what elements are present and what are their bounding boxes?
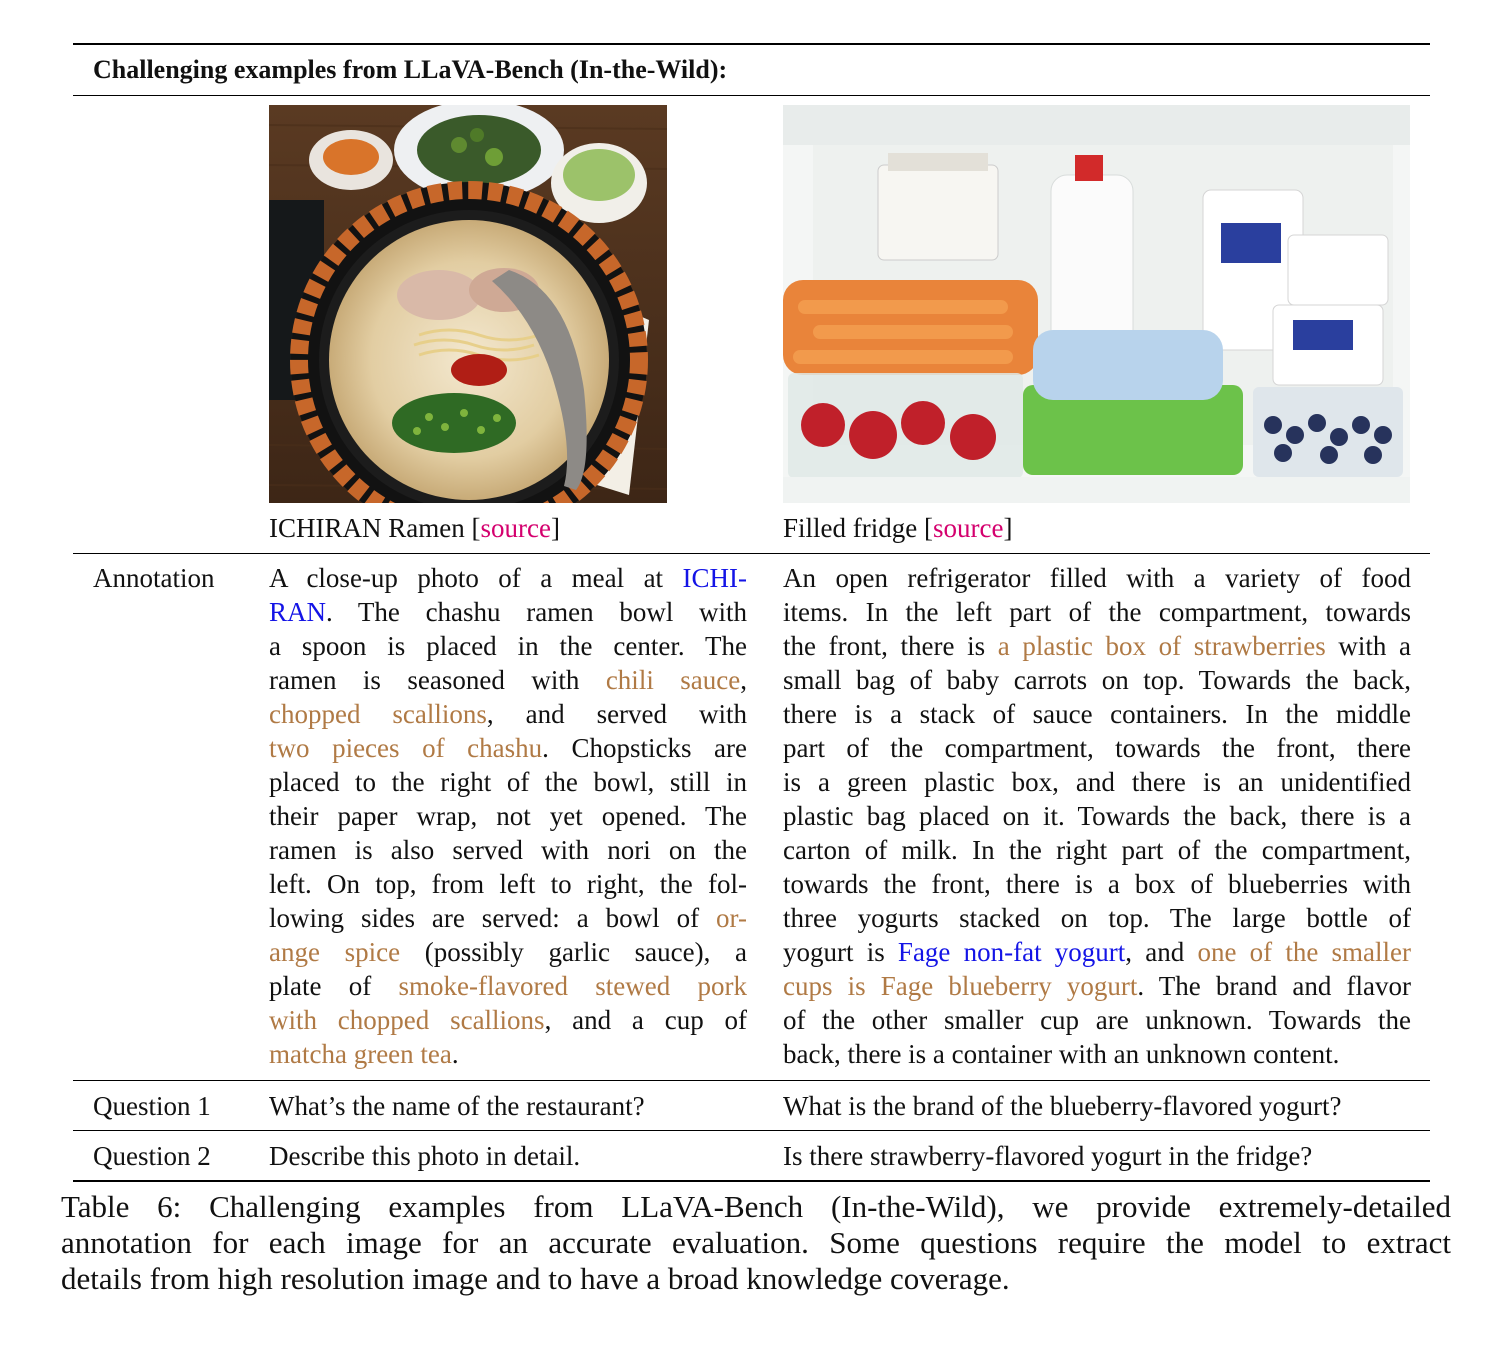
highlight-detail: chili sauce bbox=[605, 665, 741, 695]
annotation-top-rule bbox=[73, 553, 1430, 554]
annotation-text: there is a stack of sauce containers. In the middle bbox=[783, 699, 1411, 729]
ramen-photo bbox=[269, 105, 667, 503]
annotation-text: items. In the left part of the compartment, towards bbox=[783, 597, 1411, 627]
annotation-line bbox=[269, 1003, 747, 1037]
annotation-text: . bbox=[451, 1039, 459, 1069]
annotation-line bbox=[269, 935, 747, 969]
annotation-line bbox=[783, 663, 1411, 697]
annotation-text: of the other smaller cup are unknown. Towards the bbox=[783, 1005, 1411, 1035]
highlight-entity: RAN bbox=[269, 597, 327, 627]
annotation-line bbox=[269, 595, 747, 629]
annotation-line bbox=[269, 765, 747, 799]
annotation-line bbox=[783, 799, 1411, 833]
annotation-text: An open refrigerator filled with a variety of food bbox=[783, 563, 1411, 593]
highlight-entity: Fage non-fat yogurt bbox=[897, 937, 1126, 967]
annotation-line bbox=[783, 629, 1411, 663]
annotation-line bbox=[269, 663, 747, 697]
annotation-line bbox=[783, 731, 1411, 765]
annotation-line bbox=[269, 833, 747, 867]
annotation-text: with a bbox=[1325, 631, 1411, 661]
highlight-entity: ICHI- bbox=[682, 563, 747, 593]
table-caption bbox=[61, 1189, 1451, 1297]
annotation-text: towards the front, there is a box of blueberries with bbox=[783, 869, 1411, 899]
annotation-text: their paper wrap, not yet opened. The bbox=[269, 801, 747, 831]
annotation-text: small bag of baby carrots on top. Towards the back, bbox=[783, 665, 1411, 695]
annotation-line bbox=[269, 1037, 747, 1071]
annotation-text: , and a cup of bbox=[544, 1005, 747, 1035]
highlight-detail: smoke-flavored stewed pork bbox=[398, 971, 747, 1001]
annotation-right-paragraph bbox=[783, 561, 1411, 1071]
highlight-detail: a plastic box of strawberries bbox=[997, 631, 1326, 661]
annotation-text: back, there is a container with an unknown content. bbox=[783, 1039, 1340, 1069]
annotation-text: part of the compartment, towards the front, there bbox=[783, 733, 1411, 763]
annotation-line bbox=[783, 1003, 1411, 1037]
annotation-line bbox=[783, 867, 1411, 901]
table-top-rule bbox=[73, 43, 1430, 45]
table-caption-line: Table 6: Challenging examples from LLaVA-Bench (In-the-Wild), we provide extremely-detailed bbox=[61, 1189, 1451, 1224]
highlight-detail: chopped scallions bbox=[269, 699, 487, 729]
annotation-line bbox=[783, 833, 1411, 867]
annotation-text: . The brand and flavor bbox=[1137, 971, 1411, 1001]
annotation-line bbox=[269, 629, 747, 663]
highlight-detail: ange spice bbox=[269, 937, 401, 967]
table-header-title: Challenging examples from LLaVA-Bench (In-the-Wild): bbox=[93, 55, 728, 84]
annotation-text: ramen is also served with nori on the bbox=[269, 835, 747, 865]
highlight-detail: two pieces of chashu bbox=[269, 733, 543, 763]
annotation-line bbox=[269, 867, 747, 901]
annotation-text: carton of milk. In the right part of the compartment, bbox=[783, 835, 1411, 865]
fridge-caption-text: Filled fridge bbox=[783, 513, 918, 543]
annotation-text: A close-up photo of a meal at bbox=[269, 563, 683, 593]
annotation-text: lowing sides are served: a bowl of bbox=[269, 903, 717, 933]
left-question-1: What’s the name of the restaurant? bbox=[269, 1091, 645, 1121]
annotation-line bbox=[269, 799, 747, 833]
annotation-text: left. On top, from left to right, the fol- bbox=[269, 869, 747, 899]
annotation-text: , and served with bbox=[486, 699, 747, 729]
annotation-text: , and bbox=[1125, 937, 1198, 967]
annotation-line bbox=[783, 595, 1411, 629]
annotation-text: (possibly garlic sauce), a bbox=[400, 937, 747, 967]
annotation-line bbox=[269, 561, 747, 595]
annotation-text: a spoon is placed in the center. The bbox=[269, 631, 747, 661]
ramen-illustration bbox=[269, 105, 667, 503]
table-caption-line: details from high resolution image and to have a broad knowledge coverage. bbox=[61, 1261, 1010, 1296]
annotation-text: ramen is seasoned with bbox=[269, 665, 606, 695]
annotation-line bbox=[783, 901, 1411, 935]
annotation-text: three yogurts stacked on top. The large bottle of bbox=[783, 903, 1411, 933]
annotation-text: plate of bbox=[269, 971, 399, 1001]
annotation-text: . Chopsticks are bbox=[542, 733, 747, 763]
annotation-text: the front, there is bbox=[783, 631, 998, 661]
ramen-caption: ICHIRAN Ramen [source] bbox=[269, 513, 560, 543]
highlight-detail: cups is Fage blueberry yogurt bbox=[783, 971, 1138, 1001]
question1-top-rule bbox=[73, 1080, 1430, 1081]
fridge-caption: Filled fridge [source] bbox=[783, 513, 1013, 543]
annotation-text: . The chashu ramen bowl with bbox=[326, 597, 747, 627]
annotation-text: yogurt is bbox=[783, 937, 898, 967]
annotation-row-label: Annotation bbox=[93, 563, 215, 593]
annotation-text: , bbox=[740, 665, 747, 695]
ramen-source-link[interactable]: source bbox=[480, 513, 551, 543]
highlight-detail: one of the smaller bbox=[1197, 937, 1411, 967]
question1-row-label: Question 1 bbox=[93, 1091, 211, 1121]
annotation-line bbox=[269, 697, 747, 731]
annotation-line bbox=[783, 765, 1411, 799]
annotation-text: plastic bag placed on it. Towards the back, there is a bbox=[783, 801, 1411, 831]
highlight-detail: or- bbox=[716, 903, 747, 933]
annotation-line bbox=[783, 1037, 1411, 1071]
right-question-2: Is there strawberry-flavored yogurt in the fridge? bbox=[783, 1141, 1313, 1171]
fridge-source-link[interactable]: source bbox=[932, 513, 1004, 543]
right-question-1: What is the brand of the blueberry-flavored yogurt? bbox=[783, 1091, 1342, 1121]
table-caption-line: annotation for each image for an accurate evaluation. Some questions require the model to extract bbox=[61, 1225, 1451, 1260]
highlight-detail: with chopped scallions bbox=[269, 1005, 545, 1035]
highlight-detail: matcha green tea bbox=[269, 1039, 452, 1069]
annotation-text: is a green plastic box, and there is an unidentified bbox=[783, 767, 1411, 797]
header-rule bbox=[73, 95, 1430, 96]
left-question-2: Describe this photo in detail. bbox=[269, 1141, 581, 1171]
annotation-line bbox=[269, 731, 747, 765]
annotation-line bbox=[269, 901, 747, 935]
fridge-illustration bbox=[783, 105, 1410, 503]
annotation-line bbox=[269, 969, 747, 1003]
ramen-caption-text: ICHIRAN Ramen bbox=[269, 513, 465, 543]
table-bottom-rule bbox=[73, 1180, 1430, 1182]
annotation-line bbox=[783, 935, 1411, 969]
annotation-left-paragraph bbox=[269, 561, 747, 1071]
fridge-photo bbox=[783, 105, 1410, 503]
question2-top-rule bbox=[73, 1130, 1430, 1131]
question2-row-label: Question 2 bbox=[93, 1141, 211, 1171]
annotation-line bbox=[783, 561, 1411, 595]
annotation-line bbox=[783, 697, 1411, 731]
annotation-text: placed to the right of the bowl, still in bbox=[269, 767, 747, 797]
annotation-line bbox=[783, 969, 1411, 1003]
